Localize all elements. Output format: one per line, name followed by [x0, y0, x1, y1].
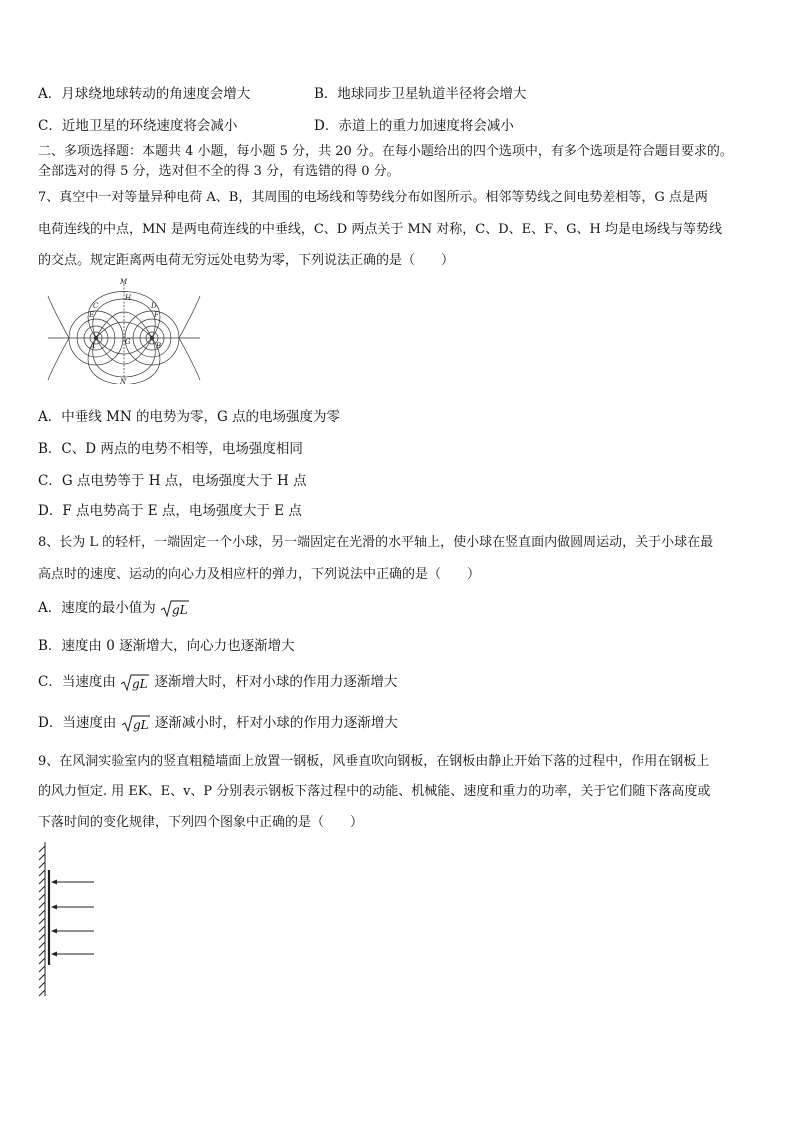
fig-label-a: A	[90, 342, 96, 350]
q8-option-a-text: A．速度的最小值为	[38, 600, 156, 616]
sqrt-gl-text: gL	[172, 602, 188, 617]
q6-option-a: A．月球绕地球转动的角速度会增大	[38, 86, 251, 102]
electric-field-figure	[44, 276, 204, 384]
sqrt-gl-expr	[121, 714, 151, 734]
q7-stem-line2: 电荷连线的中点，MN 是两电荷连线的中垂线，C、D 两点关于 MN 对称，C、D、E、F、G、H 均是电场线与等势线	[38, 222, 723, 237]
fig-label-n: N	[120, 378, 127, 384]
q7-option-c: C．G 点电势等于 H 点，电场强度大于 H 点	[38, 473, 307, 489]
sqrt-gl-expr	[160, 599, 190, 619]
fig-label-b: B	[156, 342, 162, 350]
q8-option-b: B．速度由 0 逐渐增大，向心力也逐渐增大	[38, 638, 295, 654]
fig-label-m: M	[120, 278, 128, 286]
q9-stem-line1: 9、在风洞实验室内的竖直粗糙墙面上放置一钢板，风垂直吹向钢板，在钢板由静止开始下落的过程中，作用在钢板上	[38, 754, 710, 769]
fig-label-e: E	[89, 311, 95, 319]
q8-option-a	[38, 596, 190, 619]
fig-label-d: D	[151, 302, 157, 310]
q9-stem-line3: 下落时间的变化规律，下列四个图象中正确的是（ ）	[38, 815, 364, 830]
q6-option-b: B．地球同步卫星轨道半径将会增大	[314, 86, 527, 102]
q8-stem-line2: 高点时的速度、运动的向心力及相应杆的弹力，下列说法中正确的是（ ）	[38, 567, 481, 582]
q8-stem-line1: 8、长为 L 的轻杆，一端固定一个小球，另一端固定在光滑的水平轴上，使小球在竖直面内做圆周运动，关于小球在最	[38, 535, 714, 550]
fig-label-f: F	[154, 311, 159, 319]
q6-option-c: C．近地卫星的环绕速度将会减小	[38, 118, 238, 134]
fig-label-h: H	[125, 294, 132, 302]
q8-option-d-post: 逐渐减小时，杆对小球的作用力逐渐增大	[154, 715, 398, 731]
q6-option-d: D．赤道上的重力加速度将会减小	[314, 118, 514, 134]
sqrt-gl-text: gL	[132, 676, 148, 691]
q7-option-a: A．中垂线 MN 的电势为零，G 点的电场强度为零	[38, 409, 341, 425]
q8-option-c-post: 逐渐增大时，杆对小球的作用力逐渐增大	[154, 674, 398, 690]
q7-option-b: B．C、D 两点的电势不相等，电场强度相同	[38, 441, 303, 457]
section2-heading-line1: 二、多项选择题：本题共 4 小题，每小题 5 分，共 20 分。在每小题给出的四个选项中，有多个选项是符合题目要求的。	[38, 144, 733, 159]
fig-label-c: C	[93, 302, 99, 310]
section2-heading-line2: 全部选对的得 5 分，选对但不全的得 3 分，有选错的得 0 分。	[38, 164, 400, 179]
q7-option-d: D．F 点电势高于 E 点，电场强度大于 E 点	[38, 503, 302, 519]
sqrt-gl-text: gL	[132, 717, 149, 732]
q7-stem-line1: 7、真空中一对等量异种电荷 A、B，其周围的电场线和等势线分布如图所示。相邻等势线之间电势差相等，G 点是两	[38, 190, 708, 205]
q8-option-d-pre: D．当速度由	[38, 715, 117, 731]
q7-stem-line3: 的交点。规定距离两电荷无穷远处电势为零，下列说法正确的是（ ）	[38, 253, 455, 268]
sqrt-gl-expr	[120, 673, 150, 693]
q8-option-d	[38, 711, 398, 734]
q9-stem-line2: 的风力恒定. 用 EK、E、v、P 分别表示钢板下落过程中的动能、机械能、速度和重力的功率，关于它们随下落高度或	[38, 784, 711, 799]
fig-label-g: G	[125, 338, 131, 346]
q8-option-c-pre: C．当速度由	[38, 674, 116, 690]
q8-option-c	[38, 670, 397, 693]
wind-wall-figure	[36, 840, 102, 1000]
